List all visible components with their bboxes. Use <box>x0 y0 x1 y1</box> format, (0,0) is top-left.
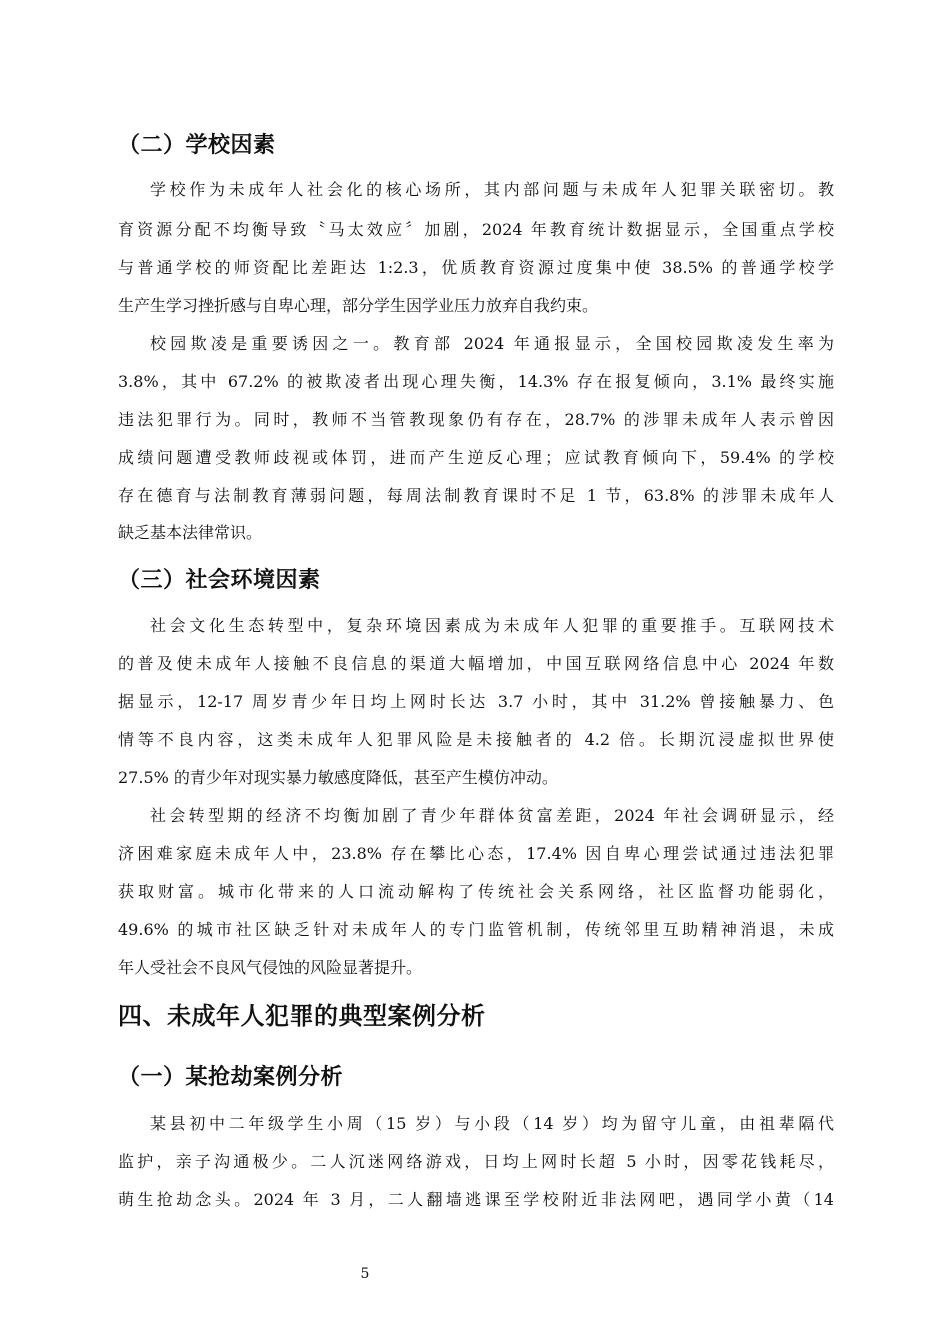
chapter-heading: 四、未成年人犯罪的典型案例分析 <box>118 1002 486 1030</box>
text-line: 萌生抢劫念头。2024 年 3 月，二人翻墙逃课至学校附近非法网吧，遇同学小黄（14 <box>118 1190 834 1209</box>
text-line: 校园欺凌是重要诱因之一。教育部 2024 年通报显示，全国校园欺凌发生率为 <box>150 334 834 353</box>
text-line: 年人受社会不良风气侵蚀的风险显著提升。 <box>118 958 423 977</box>
text-line: 违法犯罪行为。同时，教师不当管教现象仍有存在，28.7% 的涉罪未成年人表示曾因 <box>118 410 834 429</box>
text-line: 缺乏基本法律常识。 <box>118 523 263 542</box>
text-line: 学校作为未成年人社会化的核心场所，其内部问题与未成年人犯罪关联密切。教 <box>150 180 834 199</box>
section-heading: （一）某抢劫案例分析 <box>118 1065 344 1090</box>
section-heading: （三）社会环境因素 <box>118 568 321 593</box>
text-line: 与普通学校的师资配比差距达 1:2.3，优质教育资源过度集中使 38.5% 的普通学校学 <box>118 258 834 277</box>
text-line: 据显示，12-17 周岁青少年日均上网时长达 3.7 小时，其中 31.2% 曾接触暴力、色 <box>118 692 834 711</box>
page-number: 5 <box>360 1266 370 1282</box>
text-line: 3.8%，其中 67.2% 的被欺凌者出现心理失衡，14.3% 存在报复倾向，3.1% 最终实施 <box>118 372 834 391</box>
text-line: 成绩问题遭受教师歧视或体罚，进而产生逆反心理；应试教育倾向下，59.4% 的学校 <box>118 448 834 467</box>
text-line: 监护，亲子沟通极少。二人沉迷网络游戏，日均上网时长超 5 小时，因零花钱耗尽， <box>118 1152 834 1171</box>
text-line: 某县初中二年级学生小周（15 岁）与小段（14 岁）均为留守儿童，由祖辈隔代 <box>150 1114 834 1133</box>
text-line: 情等不良内容，这类未成年人犯罪风险是未接触者的 4.2 倍。长期沉浸虚拟世界使 <box>118 730 834 749</box>
text-line: 的普及使未成年人接触不良信息的渠道大幅增加，中国互联网络信息中心 2024 年数 <box>118 654 834 673</box>
text-line: 存在德育与法制教育薄弱问题，每周法制教育课时不足 1 节，63.8% 的涉罪未成年人 <box>118 486 834 505</box>
section-heading: （二）学校因素 <box>118 133 276 158</box>
text-line: 社会文化生态转型中，复杂环境因素成为未成年人犯罪的重要推手。互联网技术 <box>150 616 834 635</box>
text-line: 49.6% 的城市社区缺乏针对未成年人的专门监管机制，传统邻里互助精神消退，未成 <box>118 920 834 939</box>
text-line: 济困难家庭未成年人中，23.8% 存在攀比心态，17.4% 因自卑心理尝试通过违法犯罪 <box>118 844 834 863</box>
text-line: 获取财富。城市化带来的人口流动解构了传统社会关系网络，社区监督功能弱化， <box>118 882 834 901</box>
text-line: 生产生学习挫折感与自卑心理，部分学生因学业压力放弃自我约束。 <box>118 296 599 315</box>
text-line: 27.5% 的青少年对现实暴力敏感度降低，甚至产生模仿冲动。 <box>118 768 558 787</box>
text-line: 社会转型期的经济不均衡加剧了青少年群体贫富差距，2024 年社会调研显示，经 <box>150 806 834 825</box>
text-line: 育资源分配不均衡导致〝马太效应〞加剧，2024 年教育统计数据显示，全国重点学校 <box>118 220 834 239</box>
